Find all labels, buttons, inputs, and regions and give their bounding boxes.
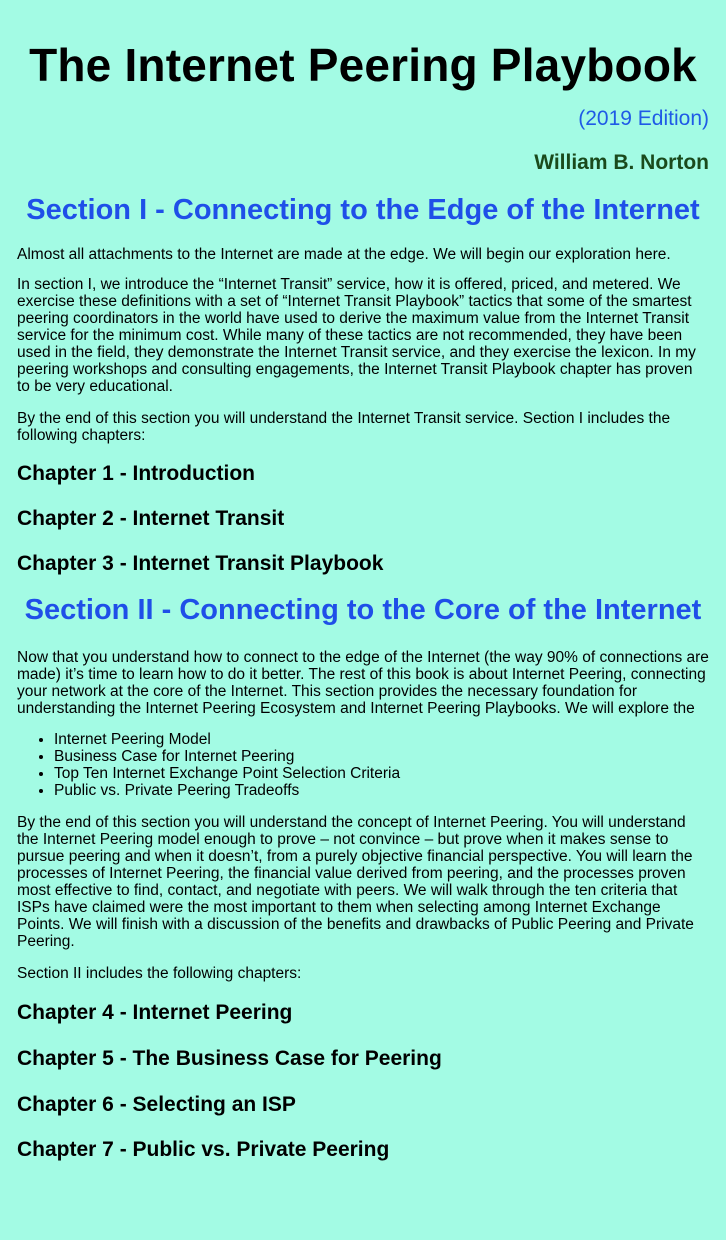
section-2-intro: Now that you understand how to connect to the edge of the Internet (the way 90% of connections are made) it’s time to learn how to do it better. The rest of this book is about Internet Peering, connecting your network at the core of the Internet. This section provides the necessary foundation for understanding the Internet Peering Ecosystem and Internet Peering Playbooks. We will explore the xyxy=(17,649,709,717)
list-item: • Business Case for Internet Peering xyxy=(54,748,709,765)
chapter-heading: Chapter 2 - Internet Transit xyxy=(17,507,285,530)
section-1-title: Section I - Connecting to the Edge of the Internet xyxy=(26,194,700,226)
chapter-heading: Chapter 3 - Internet Transit Playbook xyxy=(17,552,384,575)
author-name: William B. Norton xyxy=(534,151,709,174)
chapter-heading: Chapter 1 - Introduction xyxy=(17,462,255,485)
section-1-paragraph: By the end of this section you will understand the Internet Transit service. Section I includes the following chapters: xyxy=(17,410,671,444)
chapter-heading: Chapter 4 - Internet Peering xyxy=(17,1001,293,1024)
list-item: • Public vs. Private Peering Tradeoffs xyxy=(54,782,709,799)
chapter-heading: Chapter 6 - Selecting an ISP xyxy=(17,1093,296,1116)
section-1-paragraph: Almost all attachments to the Internet are made at the edge. We will begin our exploration here. xyxy=(17,246,671,263)
list-item: • Top Ten Internet Exchange Point Selection Criteria xyxy=(54,765,709,782)
section-2-summary: By the end of this section you will understand the concept of Internet Peering. You will understand the Internet Peering model enough to prove – not convince – but prove when it makes sense to pursue peering and when it doesn’t, from a purely objective financial perspective. You will learn the processes of Internet Peering, the financial value derived from peering, and the processes proven most effective to find, contact, and negotiate with peers. We will walk through the ten criteria that ISPs have claimed were the most important to them when selecting among Internet Exchange Points. We will finish with a discussion of the benefits and drawbacks of Public Peering and Private Peering. xyxy=(17,814,694,950)
edition-label: (2019 Edition) xyxy=(578,107,709,130)
section-1-paragraph: In section I, we introduce the “Internet Transit” service, how it is offered, priced, and metered. We exercise these definitions with a set of “Internet Transit Playbook” tactics that some of the smartest peering coordinators in the world have used to derive the maximum value from the Internet Transit service for the minimum cost. While many of these tactics are not recommended, they have been used in the field, they demonstrate the Internet Transit service, and they exercise the lexicon. In my peering workshops and consulting engagements, the Internet Transit Playbook chapter has proven to be very educational. xyxy=(17,276,696,395)
list-item: • Internet Peering Model xyxy=(54,731,709,748)
section-2-chapters-intro: Section II includes the following chapters: xyxy=(17,965,302,982)
topic-list xyxy=(17,731,709,799)
section-2-title: Section II - Connecting to the Core of the Internet xyxy=(24,594,702,626)
book-title: The Internet Peering Playbook xyxy=(29,39,697,91)
chapter-heading: Chapter 7 - Public vs. Private Peering xyxy=(17,1138,390,1161)
chapter-heading: Chapter 5 - The Business Case for Peering xyxy=(17,1047,442,1070)
